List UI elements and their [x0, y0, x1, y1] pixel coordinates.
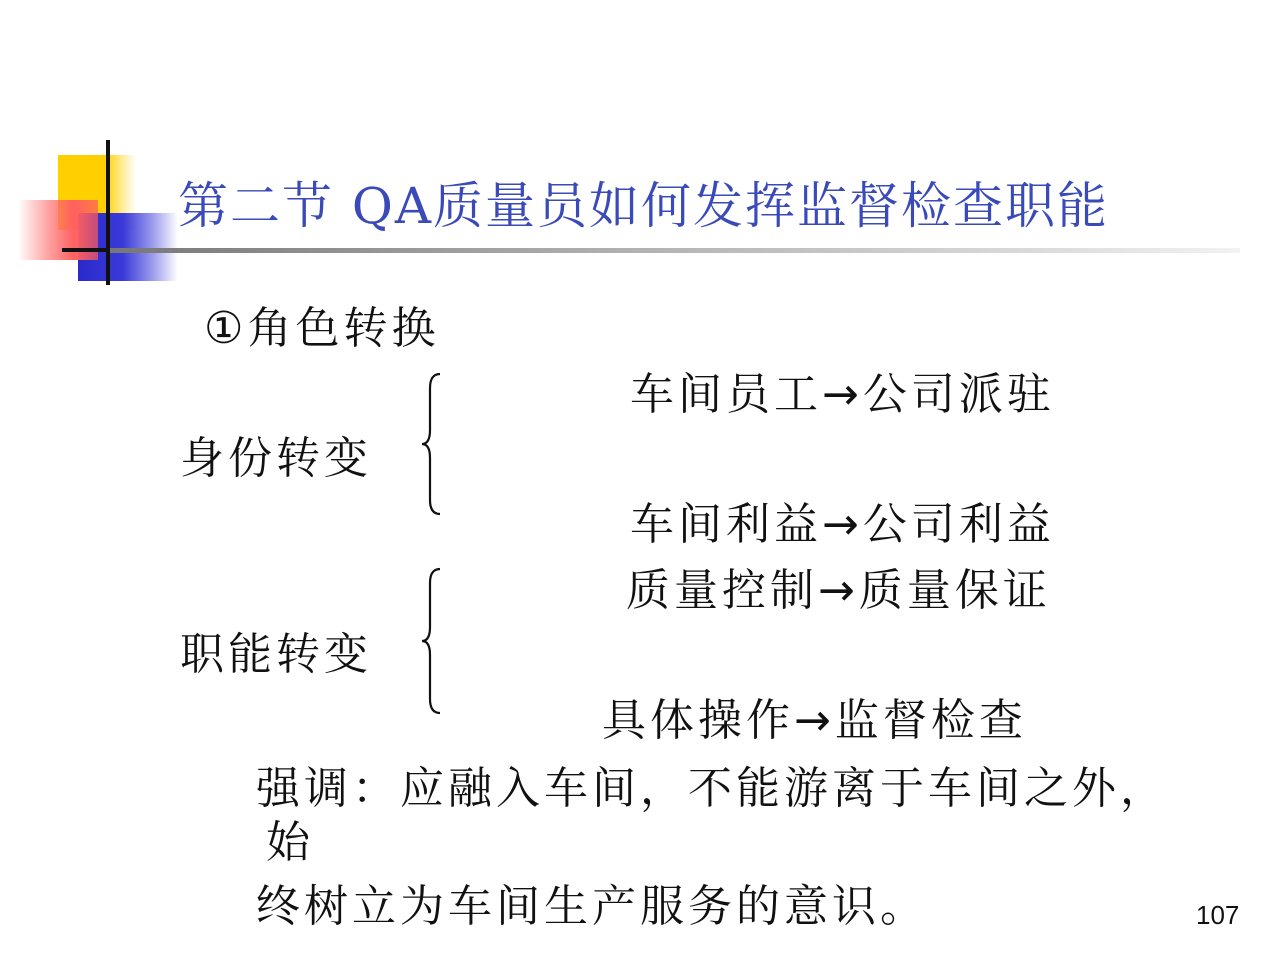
emphasis-line-3: 终树立为车间生产服务的意识。 [256, 881, 928, 932]
decor-vertical-line [106, 140, 110, 285]
identity-item-2: 车间利益→公司利益 [630, 499, 1055, 550]
title-underline [110, 248, 1240, 253]
emphasis-line-1: 强调：应融入车间，不能游离于车间之外， [256, 763, 1168, 814]
identity-brace [420, 370, 450, 518]
function-item-1: 质量控制→质量保证 [626, 565, 1051, 616]
identity-change-label: 身份转变 [180, 433, 372, 484]
function-change-label: 职能转变 [180, 629, 372, 680]
function-brace [420, 565, 450, 717]
identity-item-1: 车间员工→公司派驻 [630, 369, 1055, 420]
emphasis-line-2: 始 [266, 817, 314, 868]
page-number: 107 [1196, 900, 1240, 930]
section-label: ①角色转换 [204, 303, 440, 354]
slide-title: 第二节 QA质量员如何发挥监督检查职能 [178, 177, 1109, 235]
function-item-2: 具体操作→监督检查 [602, 695, 1027, 746]
